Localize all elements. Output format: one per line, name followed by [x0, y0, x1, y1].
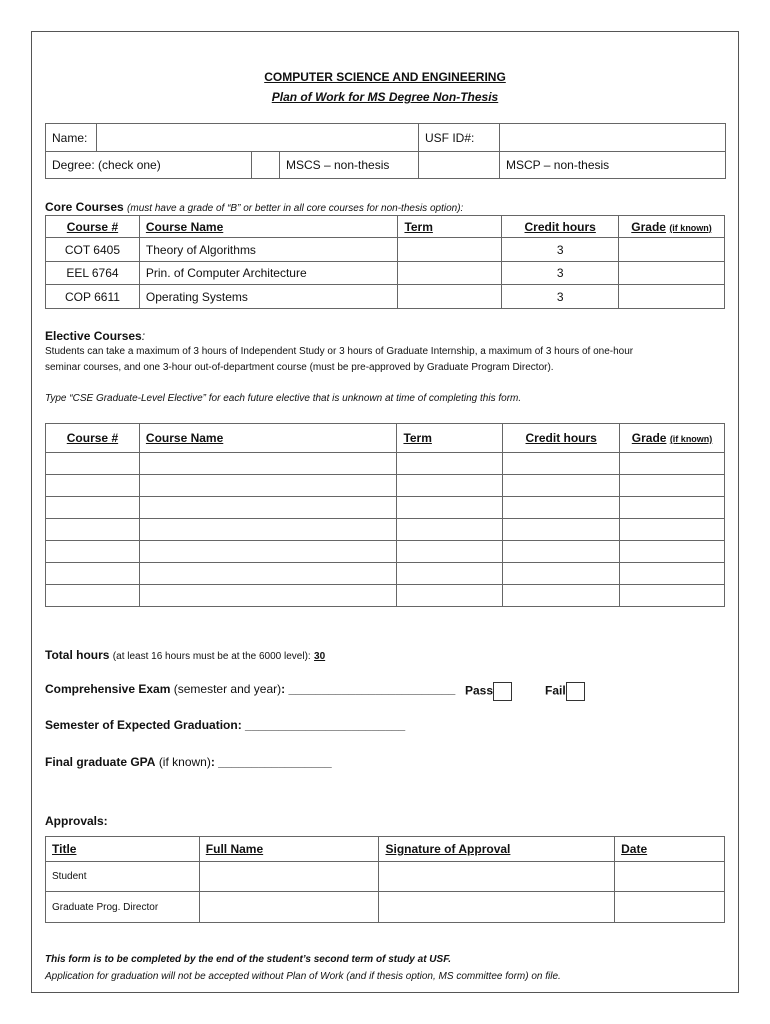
name-label: Name:: [46, 124, 97, 152]
form-subheading: Plan of Work for MS Degree Non-Thesis: [271, 90, 499, 104]
footer-note-2: Application for graduation will not be accepted without Plan of Work (and if thesis option, MS committee form) on file.: [45, 971, 561, 982]
form-heading: COMPUTER SCIENCE AND ENGINEERING: [264, 70, 506, 84]
pass-checkbox[interactable]: [493, 682, 512, 701]
mscs-checkbox[interactable]: [252, 152, 280, 179]
core-courses-title: Core Courses (must have a grade of “B” or better in all core courses for non-thesis option):: [45, 200, 464, 214]
name-field[interactable]: [97, 124, 419, 152]
pass-option: Pass: [465, 682, 512, 701]
table-row: EEL 6764 Prin. of Computer Architecture 3: [46, 262, 725, 285]
elective-courses-title: Elective Courses:: [45, 329, 146, 343]
comprehensive-exam: Comprehensive Exam (semester and year): _________________________: [45, 682, 456, 696]
core-courses-table: Course # Course Name Term Credit hours Grade (if known) COT 6405 Theory of Algorithms 3 EEL 6764 Prin. of Computer Architecture 3 COP 6611 Operating Systems 3: [45, 215, 725, 309]
table-row: COT 6405 Theory of Algorithms 3: [46, 238, 725, 262]
table-row[interactable]: [46, 497, 725, 519]
table-row: Student: [46, 862, 725, 892]
elective-desc-1: Students can take a maximum of 3 hours of Independent Study or 3 hours of Graduate Internship, a maximum of 3 hours of one-hour: [45, 346, 634, 357]
usf-id-field[interactable]: [500, 124, 726, 152]
table-row[interactable]: [46, 563, 725, 585]
table-row[interactable]: [46, 475, 725, 497]
approvals-title: Approvals:: [45, 814, 108, 828]
elective-courses-table: Course # Course Name Term Credit hours Grade (if known): [45, 423, 725, 607]
final-gpa[interactable]: Final graduate GPA (if known): _________________: [45, 755, 332, 769]
table-row[interactable]: [46, 453, 725, 475]
degree-label: Degree: (check one): [46, 152, 252, 179]
student-info-table: [45, 123, 726, 179]
fail-option: Fail: [545, 682, 585, 701]
expected-graduation[interactable]: Semester of Expected Graduation: ________________________: [45, 718, 406, 732]
mscp-label: MSCP – non-thesis: [500, 152, 726, 179]
table-row[interactable]: [46, 585, 725, 607]
usf-id-label: USF ID#:: [419, 124, 500, 152]
elective-desc-2: seminar courses, and one 3-hour out-of-department course (must be pre-approved by Graduate Program Director).: [45, 362, 554, 373]
elective-type-note: Type “CSE Graduate-Level Elective” for each future elective that is unknown at time of completing this form.: [45, 393, 522, 404]
mscs-label: MSCS – non-thesis: [280, 152, 419, 179]
table-row: Graduate Prog. Director: [46, 892, 725, 923]
table-row[interactable]: [46, 519, 725, 541]
fail-checkbox[interactable]: [566, 682, 585, 701]
approvals-table: Title Full Name Signature of Approval Date Student Graduate Prog. Director: [45, 836, 725, 923]
footer-note-1: This form is to be completed by the end of the student’s second term of study at USF.: [45, 954, 451, 965]
table-row: COP 6611 Operating Systems 3: [46, 285, 725, 309]
table-row[interactable]: [46, 541, 725, 563]
mscp-checkbox[interactable]: [419, 152, 500, 179]
total-hours: Total hours (at least 16 hours must be at the 6000 level): 30: [45, 648, 326, 662]
